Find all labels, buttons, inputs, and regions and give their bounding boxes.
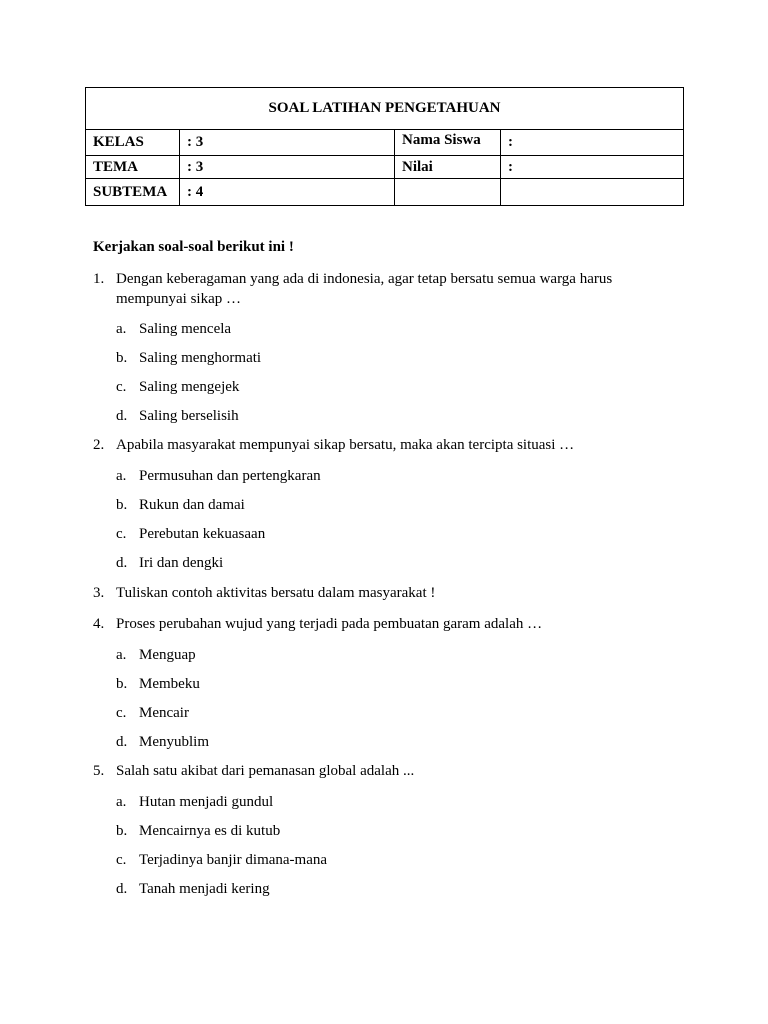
option-text: Saling mengejek — [139, 379, 240, 395]
option-2b — [116, 495, 245, 515]
option-text: Iri dan dengki — [139, 555, 224, 571]
option-letter: c. — [116, 852, 127, 868]
option-5d — [116, 879, 270, 899]
option-5a — [116, 792, 273, 812]
empty-cell — [395, 179, 501, 206]
option-1a — [116, 319, 231, 339]
tema-label: TEMA — [86, 156, 180, 179]
question-text: Apabila masyarakat mempunyai sikap bersatu, maka akan tercipta situasi … — [116, 437, 575, 453]
option-2c — [116, 524, 265, 544]
nilai-label: Nilai — [395, 156, 501, 179]
option-letter: b. — [116, 350, 128, 366]
question-text: Dengan keberagaman yang ada di indonesia, agar tetap bersatu semua warga harus mempunyai sikap … — [116, 271, 613, 307]
option-letter: a. — [116, 794, 127, 810]
instruction-text: Kerjakan soal-soal berikut ini ! — [93, 239, 294, 255]
option-letter: d. — [116, 408, 128, 424]
option-text: Mencairnya es di kutub — [139, 823, 281, 839]
question-5 — [93, 761, 653, 781]
page-title: SOAL LATIHAN PENGETAHUAN — [86, 88, 684, 130]
option-text: Terjadinya banjir dimana-mana — [139, 852, 328, 868]
question-2 — [93, 435, 653, 455]
kelas-label: KELAS — [86, 130, 180, 156]
option-letter: c. — [116, 526, 127, 542]
option-text: Menyublim — [139, 734, 209, 750]
option-text: Menguap — [139, 647, 196, 663]
nama-siswa-field: : — [501, 130, 684, 156]
question-number: 1. — [93, 271, 105, 287]
nama-siswa-label: Nama Siswa — [395, 130, 501, 156]
option-letter: a. — [116, 321, 127, 337]
question-number: 2. — [93, 437, 105, 453]
option-1b — [116, 348, 261, 368]
option-letter: a. — [116, 647, 127, 663]
option-2a — [116, 466, 321, 486]
question-4 — [93, 614, 653, 634]
option-1d — [116, 406, 239, 426]
question-text: Tuliskan contoh aktivitas bersatu dalam masyarakat ! — [116, 585, 436, 601]
option-text: Tanah menjadi kering — [139, 881, 270, 897]
subtema-value: : 4 — [180, 179, 395, 206]
option-4a — [116, 645, 196, 665]
option-letter: d. — [116, 881, 128, 897]
empty-cell — [501, 179, 684, 206]
option-text: Rukun dan damai — [139, 497, 245, 513]
option-letter: b. — [116, 497, 128, 513]
option-2d — [116, 553, 223, 573]
question-3 — [93, 583, 653, 603]
option-letter: d. — [116, 734, 128, 750]
option-text: Permusuhan dan pertengkaran — [139, 468, 321, 484]
nilai-field: : — [501, 156, 684, 179]
option-text: Perebutan kekuasaan — [139, 526, 266, 542]
option-text: Membeku — [139, 676, 200, 692]
option-4b — [116, 674, 200, 694]
option-letter: b. — [116, 823, 128, 839]
subtema-label: SUBTEMA — [86, 179, 180, 206]
option-letter: c. — [116, 705, 127, 721]
option-text: Hutan menjadi gundul — [139, 794, 274, 810]
tema-value: : 3 — [180, 156, 395, 179]
option-text: Saling berselisih — [139, 408, 239, 424]
option-letter: b. — [116, 676, 128, 692]
option-letter: d. — [116, 555, 128, 571]
question-1 — [93, 269, 653, 309]
question-number: 5. — [93, 763, 105, 779]
question-text: Proses perubahan wujud yang terjadi pada pembuatan garam adalah … — [116, 616, 543, 632]
option-text: Mencair — [139, 705, 189, 721]
option-1c — [116, 377, 239, 397]
option-4d — [116, 732, 209, 752]
option-letter: c. — [116, 379, 127, 395]
question-text: Salah satu akibat dari pemanasan global adalah ... — [116, 763, 415, 779]
question-number: 3. — [93, 585, 105, 601]
option-5c — [116, 850, 327, 870]
question-number: 4. — [93, 616, 105, 632]
option-5b — [116, 821, 280, 841]
option-text: Saling menghormati — [139, 350, 262, 366]
option-letter: a. — [116, 468, 127, 484]
kelas-value: : 3 — [180, 130, 395, 156]
header-table — [85, 87, 684, 206]
option-text: Saling mencela — [139, 321, 232, 337]
option-4c — [116, 703, 189, 723]
